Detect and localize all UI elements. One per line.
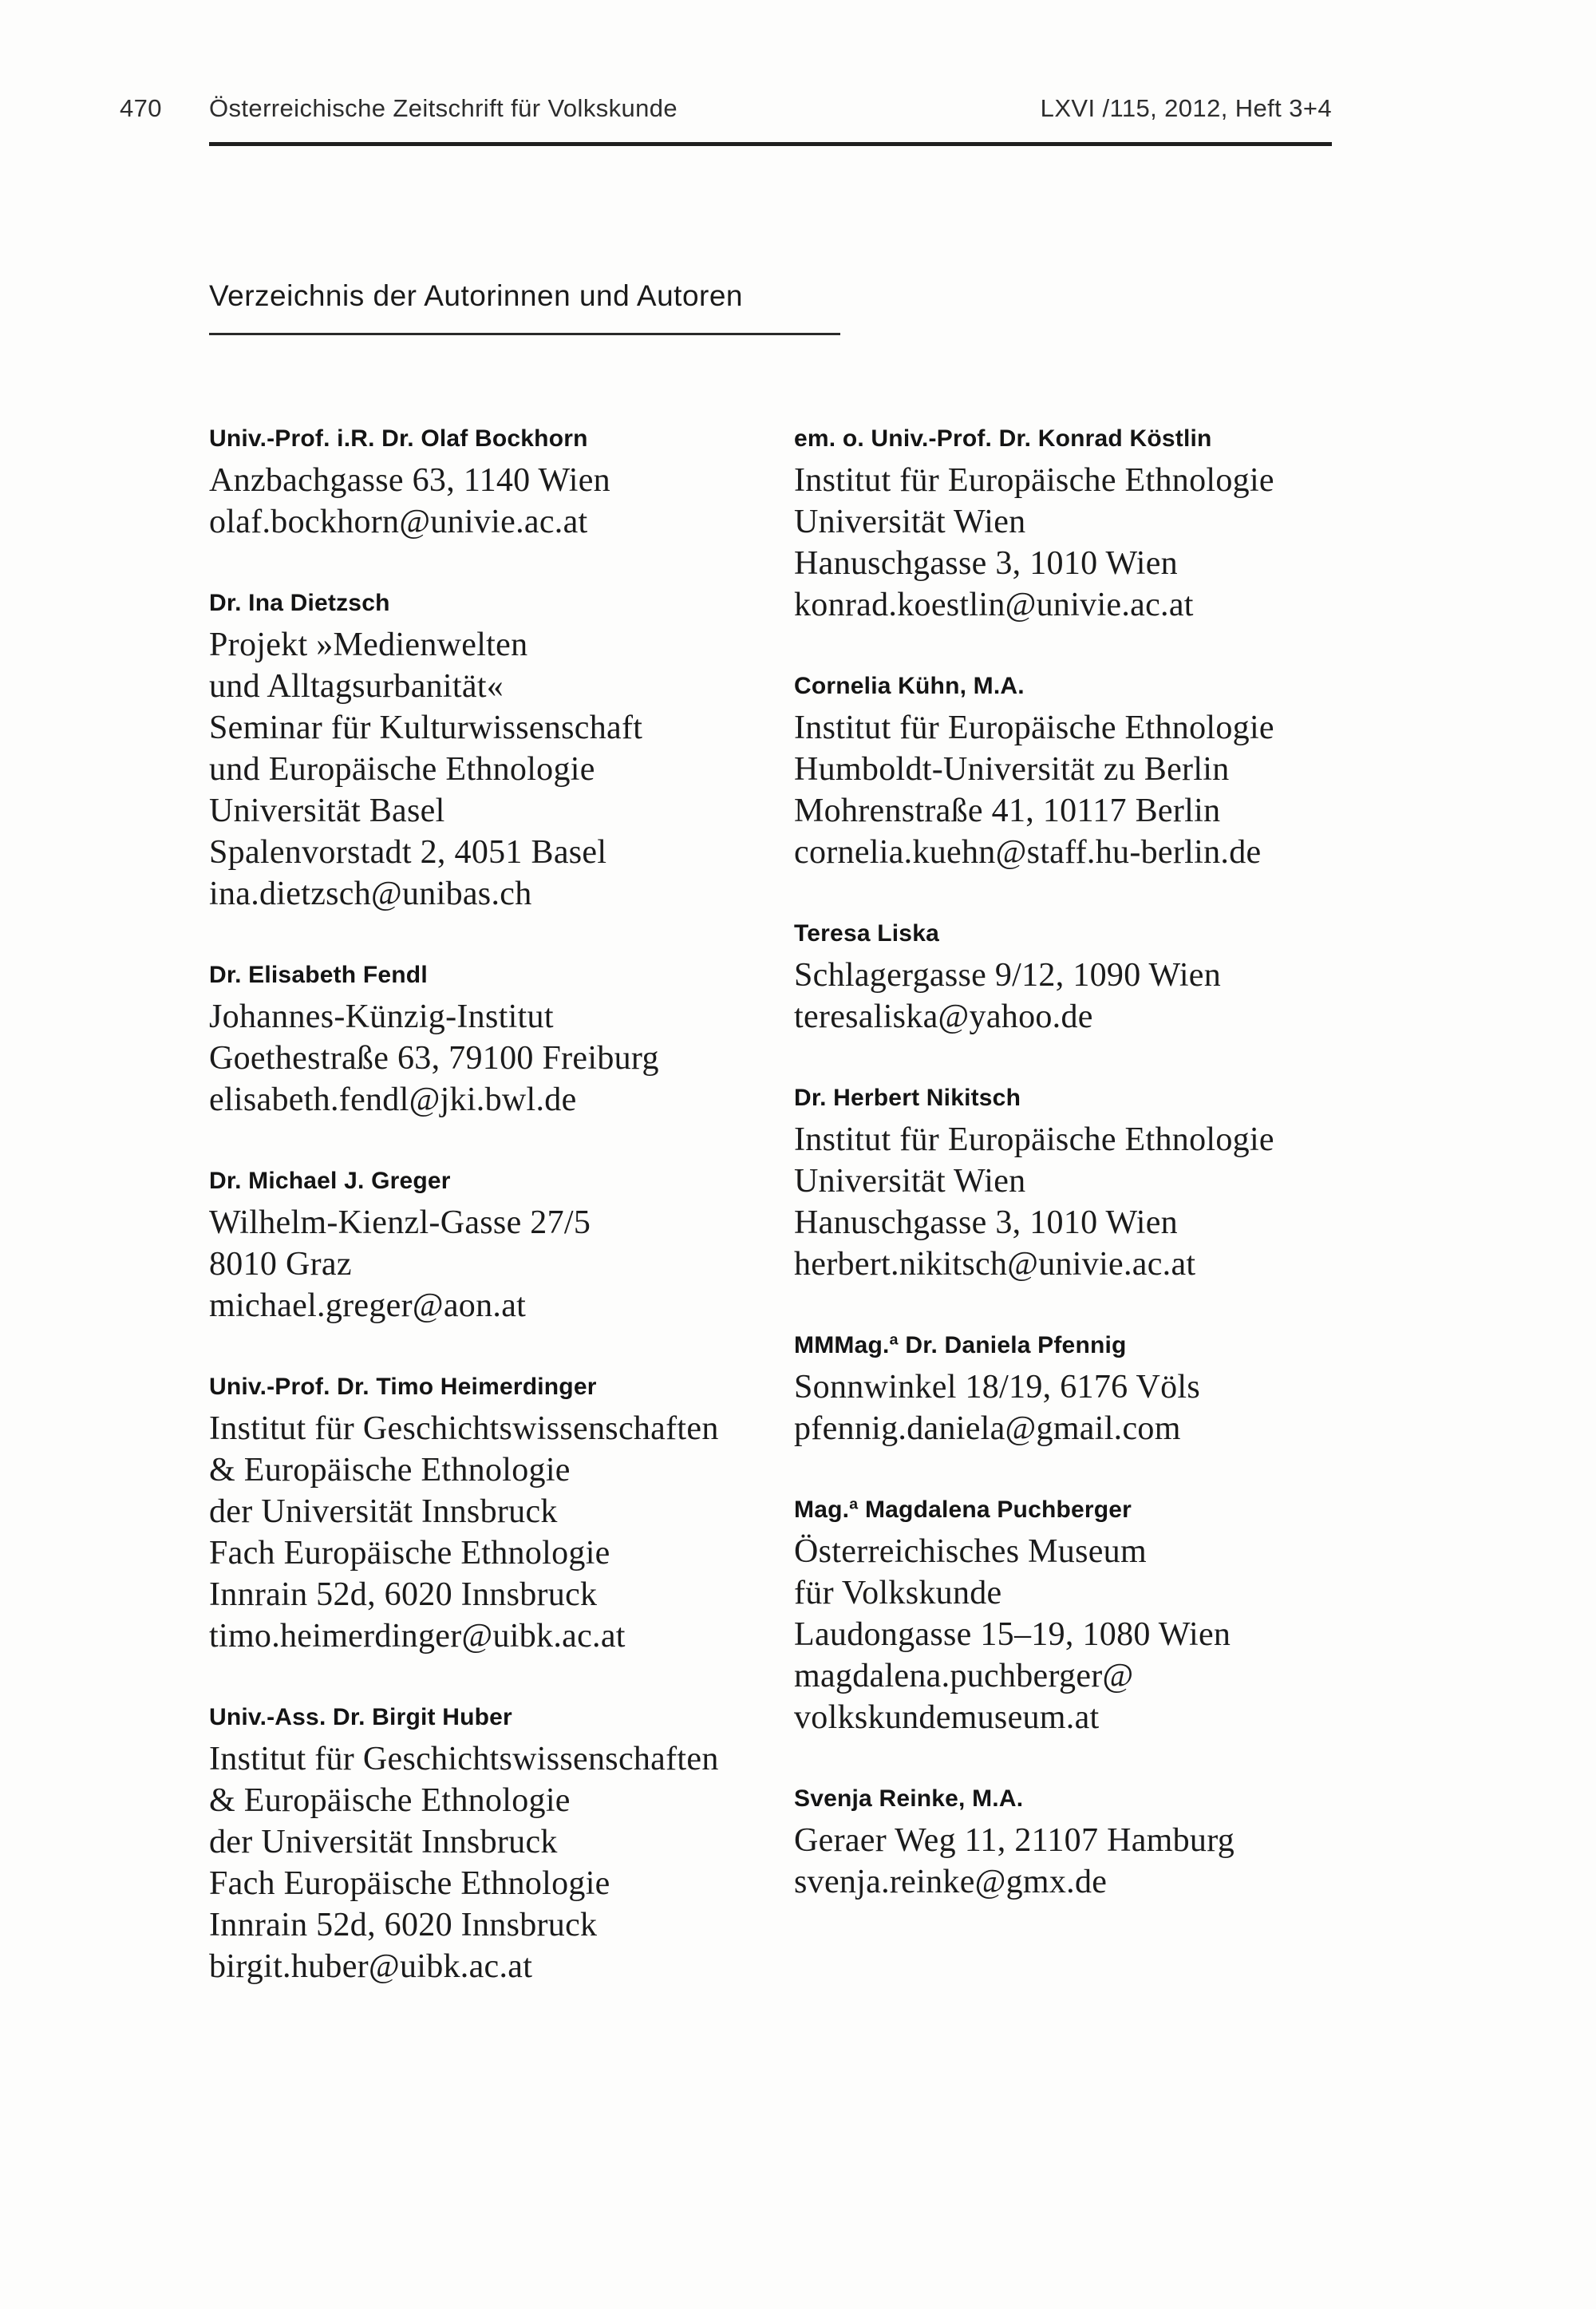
email-line: timo.heimerdinger@uibk.ac.at [209, 1618, 626, 1655]
email-line: teresaliska@yahoo.de [794, 998, 1093, 1035]
author-entry [209, 583, 760, 915]
email-line: michael.greger@aon.at [209, 1287, 527, 1324]
author-name: Dr. Ina Dietzsch [209, 590, 390, 616]
author-entry [209, 1366, 760, 1657]
author-name: Teresa Liska [794, 920, 939, 947]
address-line: Spalenvorstadt 2, 4051 Basel [209, 834, 607, 871]
address-line: Österreichisches Museum [794, 1533, 1147, 1570]
address-line: Laudongasse 15–19, 1080 Wien [794, 1616, 1231, 1653]
author-name: Dr. Herbert Nikitsch [794, 1085, 1021, 1111]
email-line: pfennig.daniela@gmail.com [794, 1410, 1181, 1447]
author-entry [794, 666, 1337, 873]
author-column-left [209, 418, 760, 1987]
author-name: Mag.ª Magdalena Puchberger [794, 1497, 1132, 1523]
author-column-right [794, 418, 1337, 1903]
address-line: 8010 Graz [209, 1246, 352, 1283]
author-name: Dr. Elisabeth Fendl [209, 962, 428, 988]
author-entry [794, 1489, 1337, 1738]
author-entry [209, 1697, 760, 1987]
author-name: Univ.-Prof. i.R. Dr. Olaf Bockhorn [209, 425, 588, 452]
address-line: Universität Basel [209, 793, 445, 829]
address-line: der Universität Innsbruck [209, 1824, 558, 1860]
email-line: svenja.reinke@gmx.de [794, 1864, 1108, 1900]
address-line: Humboldt-Universität zu Berlin [794, 751, 1230, 788]
address-line: Projekt »Medienwelten [209, 627, 528, 663]
author-entry [794, 1077, 1337, 1285]
email-line: ina.dietzsch@unibas.ch [209, 876, 532, 912]
author-name: Svenja Reinke, M.A. [794, 1785, 1024, 1812]
author-name: Dr. Michael J. Greger [209, 1168, 451, 1194]
email-line: birgit.huber@uibk.ac.at [209, 1948, 533, 1985]
address-line: Johannes-Künzig-Institut [209, 998, 554, 1035]
author-name: Univ.-Ass. Dr. Birgit Huber [209, 1704, 512, 1730]
address-line: Hanuschgasse 3, 1010 Wien [794, 1204, 1178, 1241]
author-entry [209, 418, 760, 543]
address-line: Fach Europäische Ethnologie [209, 1535, 610, 1572]
address-line: Anzbachgasse 63, 1140 Wien [209, 462, 610, 499]
email-line: herbert.nikitsch@univie.ac.at [794, 1246, 1196, 1283]
address-line: Institut für Geschichtswissenschaften [209, 1410, 719, 1447]
address-line: Wilhelm-Kienzl-Gasse 27/5 [209, 1204, 591, 1241]
email-line: magdalena.puchberger@ [794, 1658, 1134, 1694]
address-line: Innrain 52d, 6020 Innsbruck [209, 1907, 598, 1943]
address-line: Schlagergasse 9/12, 1090 Wien [794, 957, 1222, 994]
address-line: Institut für Geschichtswissenschaften [209, 1741, 719, 1777]
address-line: Institut für Europäische Ethnologie [794, 1121, 1274, 1158]
address-line: Geraer Weg 11, 21107 Hamburg [794, 1822, 1235, 1859]
author-entry [794, 1325, 1337, 1449]
author-entry [209, 955, 760, 1121]
address-line: Goethestraße 63, 79100 Freiburg [209, 1040, 659, 1077]
header-rule [209, 142, 1332, 146]
email-line: olaf.bockhorn@univie.ac.at [209, 504, 588, 540]
address-line: & Europäische Ethnologie [209, 1452, 571, 1489]
author-entry [794, 418, 1337, 626]
address-line: für Volkskunde [794, 1575, 1002, 1611]
page-title: Verzeichnis der Autorinnen und Autoren [209, 279, 744, 312]
author-name: em. o. Univ.-Prof. Dr. Konrad Köstlin [794, 425, 1212, 452]
address-line: Hanuschgasse 3, 1010 Wien [794, 545, 1178, 582]
address-line: Sonnwinkel 18/19, 6176 Völs [794, 1369, 1201, 1406]
author-entry [794, 913, 1337, 1038]
address-line: Seminar für Kulturwissenschaft [209, 710, 643, 746]
address-line: volkskundemuseum.at [794, 1699, 1100, 1736]
address-line: Universität Wien [794, 504, 1026, 540]
journal-title: Österreichische Zeitschrift für Volkskunde [209, 94, 678, 122]
address-line: Institut für Europäische Ethnologie [794, 710, 1274, 746]
address-line: und Alltagsurbanität« [209, 668, 504, 705]
author-entry [794, 1778, 1337, 1903]
address-line: und Europäische Ethnologie [209, 751, 595, 788]
author-name: MMMag.ª Dr. Daniela Pfennig [794, 1332, 1127, 1358]
address-line: Institut für Europäische Ethnologie [794, 462, 1274, 499]
title-underline [209, 333, 840, 335]
author-entry [209, 1160, 760, 1326]
author-name: Cornelia Kühn, M.A. [794, 673, 1025, 699]
running-head [0, 96, 1596, 128]
address-line: der Universität Innsbruck [209, 1493, 558, 1530]
author-name: Univ.-Prof. Dr. Timo Heimerdinger [209, 1374, 597, 1400]
email-line: konrad.koestlin@univie.ac.at [794, 587, 1194, 623]
issue-info: LXVI /115, 2012, Heft 3+4 [1040, 94, 1332, 122]
email-line: cornelia.kuehn@staff.hu-berlin.de [794, 834, 1262, 871]
address-line: Innrain 52d, 6020 Innsbruck [209, 1576, 598, 1613]
email-line: elisabeth.fendl@jki.bwl.de [209, 1081, 577, 1118]
address-line: & Europäische Ethnologie [209, 1782, 571, 1819]
address-line: Mohrenstraße 41, 10117 Berlin [794, 793, 1221, 829]
page-number: 470 [120, 94, 162, 122]
address-line: Fach Europäische Ethnologie [209, 1865, 610, 1902]
address-line: Universität Wien [794, 1163, 1026, 1200]
